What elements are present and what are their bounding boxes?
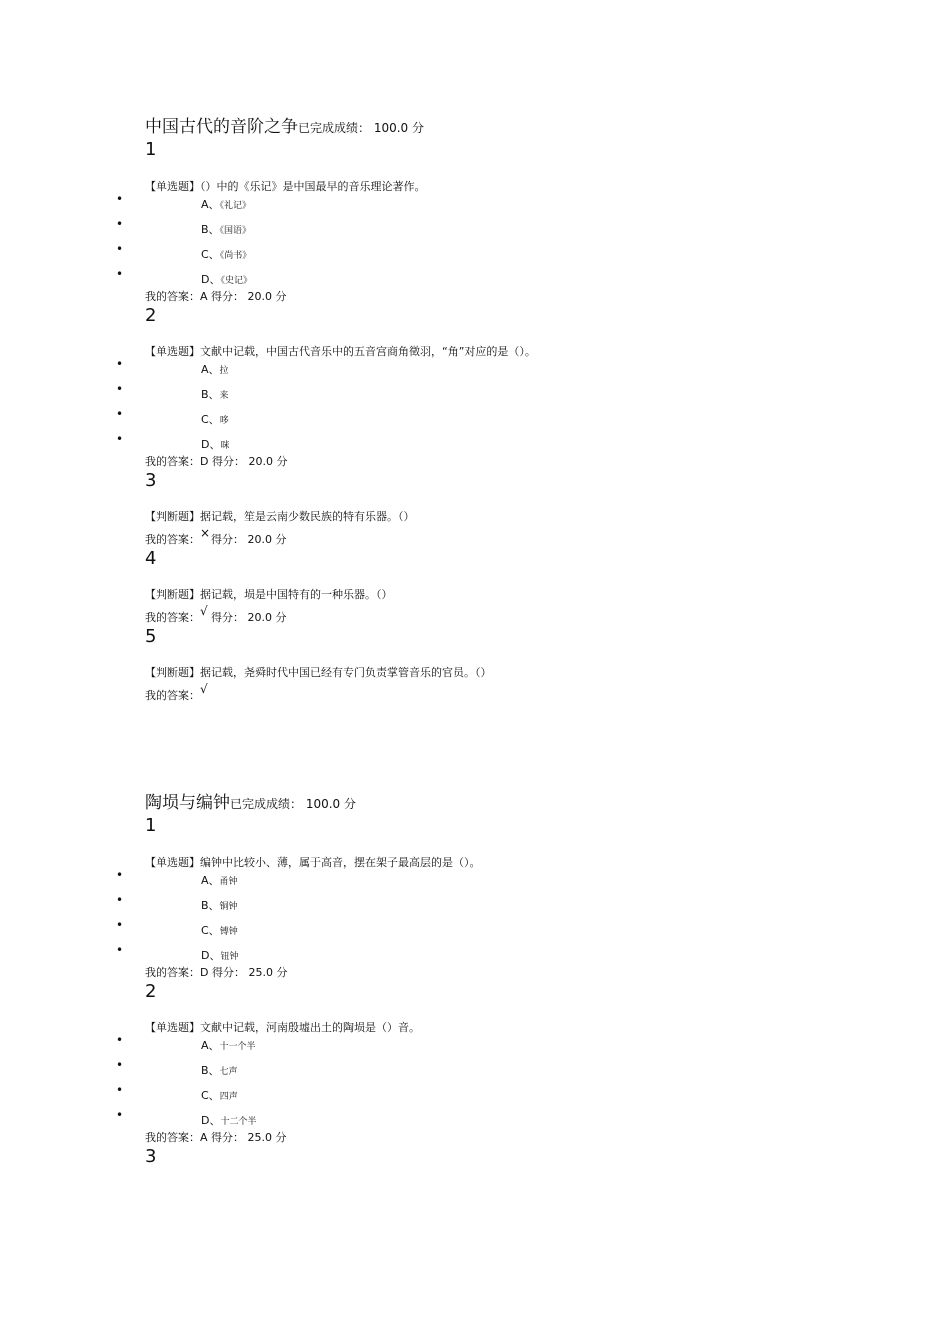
bullet-icon: • (116, 382, 124, 396)
option-text: 十二个半 (220, 1117, 257, 1127)
option-letter: C、 (201, 413, 220, 426)
question-number: 1 (145, 815, 157, 836)
option-list (116, 357, 905, 460)
option-text: 哆 (219, 416, 229, 426)
question-text: 【判断题】据记载，笙是云南少数民族的特有乐器。（） (145, 510, 415, 523)
my-answer (145, 526, 905, 548)
question-text: 【单选题】编钟中比较小、薄，属于高音，摆在架子最高层的是（）。 (145, 856, 481, 869)
option-c[interactable] (116, 918, 905, 946)
completion-status: 已完成成绩： 100.0 分 (298, 121, 424, 135)
bullet-icon: • (116, 1108, 124, 1122)
question-number: 2 (145, 981, 157, 1002)
answer-label: 我的答案： (145, 1131, 200, 1144)
question-block (116, 139, 905, 305)
option-text: 七声 (219, 1067, 238, 1077)
answer-value: A (200, 290, 208, 303)
section-title (145, 116, 905, 139)
question-block (145, 627, 905, 704)
option-letter: B、 (201, 223, 220, 236)
answer-label: 我的答案： (145, 455, 200, 468)
bullet-icon: • (116, 943, 124, 957)
option-text: 四声 (219, 1092, 238, 1102)
option-letter: A、 (201, 874, 220, 887)
option-text: 甬钟 (219, 877, 238, 887)
question-text: 【判断题】据记载，埙是中国特有的一种乐器。（） (145, 588, 393, 601)
option-text: 《国语》 (219, 226, 252, 236)
bullet-icon: • (116, 1058, 124, 1072)
option-text: 镈钟 (219, 927, 238, 937)
question-text: 【单选题】文献中记载，中国古代音乐中的五音宫商角徵羽，“角”对应的是（）。 (145, 345, 536, 358)
bullet-icon: • (116, 432, 124, 446)
question-text: 【判断题】据记载，尧舜时代中国已经有专门负责掌管音乐的官员。（） (145, 666, 492, 679)
score-text: 得分： 20.0 分 (211, 455, 288, 468)
option-text: 拉 (219, 366, 229, 376)
question-number: 5 (145, 626, 157, 647)
bullet-icon: • (116, 1033, 124, 1047)
option-letter: C、 (201, 924, 220, 937)
score-text: 得分： 25.0 分 (211, 966, 288, 979)
question-block (116, 981, 905, 1146)
option-a[interactable] (116, 1033, 905, 1061)
question-number: 1 (145, 139, 157, 160)
option-letter: A、 (201, 363, 220, 376)
option-text: 铜钟 (219, 902, 238, 912)
question-block (116, 305, 905, 470)
question-number: 4 (145, 548, 157, 569)
option-letter: B、 (201, 1064, 220, 1077)
answer-value: D (200, 455, 209, 468)
answer-label: 我的答案： (145, 290, 200, 303)
option-b[interactable] (116, 1058, 905, 1086)
check-mark-icon: √ (200, 604, 208, 618)
question-text: 【单选题】文献中记载，河南殷墟出土的陶埙是（）音。 (145, 1021, 420, 1034)
option-text: 《史记》 (220, 276, 252, 286)
option-letter: C、 (201, 248, 220, 261)
option-text: 来 (219, 391, 229, 401)
answer-value: A (200, 1131, 208, 1144)
score-text: 得分： 20.0 分 (211, 611, 287, 624)
question-block (145, 471, 905, 548)
option-text: 《尚书》 (219, 251, 252, 261)
question-block (145, 1147, 905, 1167)
bullet-icon: • (116, 242, 124, 256)
option-letter: A、 (201, 1039, 220, 1052)
option-a[interactable] (116, 868, 905, 896)
completion-status: 已完成成绩： 100.0 分 (230, 797, 356, 811)
option-text: 十一个半 (219, 1042, 256, 1052)
question-block (145, 549, 905, 626)
question-block (116, 815, 905, 981)
answer-label: 我的答案： (145, 533, 200, 546)
score-text: 得分： 25.0 分 (211, 1131, 287, 1144)
section-2 (116, 792, 905, 1167)
option-c[interactable] (116, 242, 905, 270)
option-letter: D、 (201, 438, 221, 451)
question-number: 2 (145, 305, 157, 326)
option-letter: C、 (201, 1089, 220, 1102)
section-1 (116, 116, 905, 704)
option-letter: D、 (201, 1114, 221, 1127)
bullet-icon: • (116, 1083, 124, 1097)
option-letter: B、 (201, 388, 220, 401)
bullet-icon: • (116, 192, 124, 206)
question-number: 3 (145, 1146, 157, 1167)
section-title (145, 792, 905, 815)
answer-value: D (200, 966, 209, 979)
option-text: 《礼记》 (219, 201, 252, 211)
option-c[interactable] (116, 407, 905, 435)
bullet-icon: • (116, 868, 124, 882)
option-d[interactable] (116, 943, 905, 971)
bullet-icon: • (116, 357, 124, 371)
bullet-icon: • (116, 918, 124, 932)
score-text: 得分： 20.0 分 (211, 290, 287, 303)
option-letter: A、 (201, 198, 220, 211)
option-c[interactable] (116, 1083, 905, 1111)
option-b[interactable] (116, 382, 905, 410)
option-letter: B、 (201, 899, 220, 912)
bullet-icon: • (116, 217, 124, 231)
option-d[interactable] (116, 432, 905, 460)
bullet-icon: • (116, 267, 124, 281)
answer-label: 我的答案： (145, 611, 200, 624)
option-list (116, 192, 905, 295)
option-a[interactable] (116, 192, 905, 220)
option-list (116, 868, 905, 971)
option-b[interactable] (116, 893, 905, 921)
option-d[interactable] (116, 267, 905, 295)
question-number: 3 (145, 470, 157, 491)
my-answer (145, 682, 905, 704)
section-title-text: 陶埙与编钟 (145, 793, 230, 813)
bullet-icon: • (116, 893, 124, 907)
score-text: 得分： 20.0 分 (211, 533, 287, 546)
my-answer (145, 604, 905, 626)
option-text: 咪 (220, 441, 230, 451)
option-d[interactable] (116, 1108, 905, 1136)
option-a[interactable] (116, 357, 905, 385)
answer-label: 我的答案： (145, 966, 200, 979)
answer-label: 我的答案： (145, 689, 200, 702)
option-letter: D、 (201, 949, 221, 962)
section-title-text: 中国古代的音阶之争 (145, 117, 298, 137)
bullet-icon: • (116, 407, 124, 421)
option-letter: D、 (201, 273, 221, 286)
cross-mark-icon: × (200, 526, 211, 540)
option-text: 钮钟 (220, 952, 239, 962)
option-list (116, 1033, 905, 1136)
option-b[interactable] (116, 217, 905, 245)
check-mark-icon: √ (200, 682, 208, 696)
question-text: 【单选题】（）中的《乐记》是中国最早的音乐理论著作。 (145, 180, 426, 193)
